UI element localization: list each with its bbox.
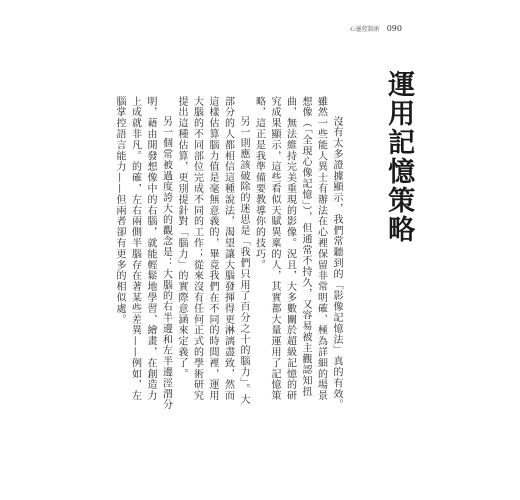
body-text xyxy=(112,96,345,412)
paragraph-photographic-memory: 沒有太多證據顯示，我們常聽到的「影像記憶法」真的有效。雖然一些能人異士有辦法在心裡保留非常明確、極為詳細的場景想像（「全現心像記憶」），但通常不持久，又容易被主觀認知扭曲，無法維持完美重現的影像。況且，大多數關於超級記憶的研究成果顯示，這些看似天賦異稟的人，其實都大量運用了記憶策略，這正是我準備要教導你的技巧。 xyxy=(253,96,342,411)
chapter-title: 運用記憶策略 xyxy=(383,70,415,244)
paragraph-left-right-brain: 另一個常被過度誇大的觀念是：大腦的右半邊和左半邊涇渭分明，藉由開發想像中的右腦，就能輕鬆地學習、繪畫，在創造力上成就非凡。的確，左右兩側半腦存在著某些差異——例如，左腦掌控語言能力——但兩者卻有更多的相似處。 xyxy=(114,96,172,411)
page-number: 090 xyxy=(386,24,402,33)
paragraph-ten-percent-myth: 另一則應該破除的迷思是「我們只用了百分之十的腦力」。大部分的人都相信這種說法，渴望讓大腦發揮得更淋漓盡致，然而這樣估算腦力值是毫無意義的，畢竟我們在不同的時間裡，運用大腦的不同部位完成不同的工作；從來沒有任何正式的學術研究提出這種估算，更別提針對「腦力」的實際意涵來定義了。 xyxy=(176,96,249,406)
book-title: 心靈控制術 xyxy=(349,26,380,33)
running-head xyxy=(350,24,402,33)
